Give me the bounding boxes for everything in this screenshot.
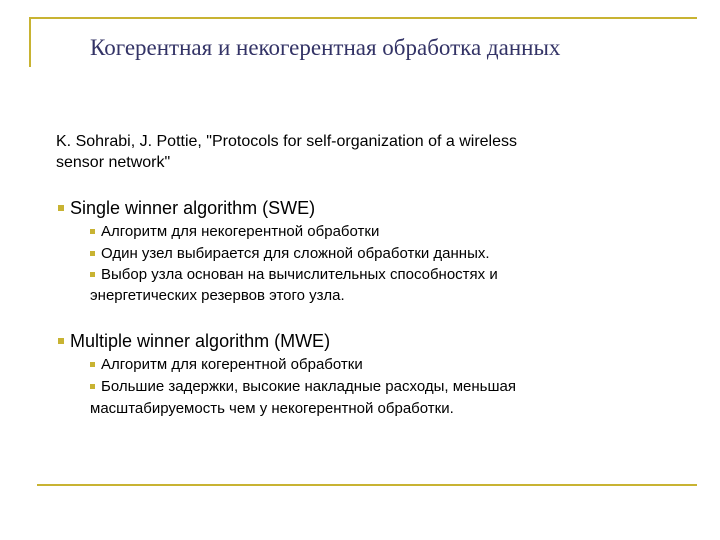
reference-line-2: sensor network" xyxy=(56,154,171,171)
square-bullet-icon xyxy=(90,384,95,389)
square-bullet-icon xyxy=(90,362,95,367)
reference-line-1: K. Sohrabi, J. Pottie, "Protocols for self-organization of a wireless xyxy=(56,133,517,150)
list-item-text: Большие задержки, высокие накладные расходы, меньшая xyxy=(101,378,516,395)
list-item-text: Алгоритм для некогерентной обработки xyxy=(101,223,380,240)
section-heading-text: Single winner algorithm (SWE) xyxy=(70,198,316,218)
square-bullet-icon xyxy=(58,338,64,344)
list-item-continuation: масштабируемость чем у некогерентной обработки. xyxy=(90,400,454,417)
left-rule xyxy=(29,17,31,67)
section-heading-text: Multiple winner algorithm (MWE) xyxy=(70,331,331,351)
square-bullet-icon xyxy=(90,272,95,277)
square-bullet-icon xyxy=(58,205,64,211)
list-item xyxy=(90,244,490,264)
top-rule xyxy=(30,17,697,19)
section-heading-mwe xyxy=(58,330,330,352)
section-heading-swe xyxy=(58,197,315,219)
bottom-rule xyxy=(37,484,697,486)
square-bullet-icon xyxy=(90,229,95,234)
list-item-text: Выбор узла основан на вычислительных способностях и xyxy=(101,266,498,283)
square-bullet-icon xyxy=(90,251,95,256)
list-item xyxy=(90,265,498,285)
list-item xyxy=(90,355,363,375)
list-item-text: Алгоритм для когерентной обработки xyxy=(101,356,363,373)
slide-title: Когерентная и некогерентная обработка данных xyxy=(90,35,561,60)
list-item xyxy=(90,222,379,242)
list-item-continuation: энергетических резервов этого узла. xyxy=(90,287,345,304)
list-item xyxy=(90,377,516,397)
reference-citation xyxy=(56,131,616,173)
list-item-text: Один узел выбирается для сложной обработки данных. xyxy=(101,245,490,262)
